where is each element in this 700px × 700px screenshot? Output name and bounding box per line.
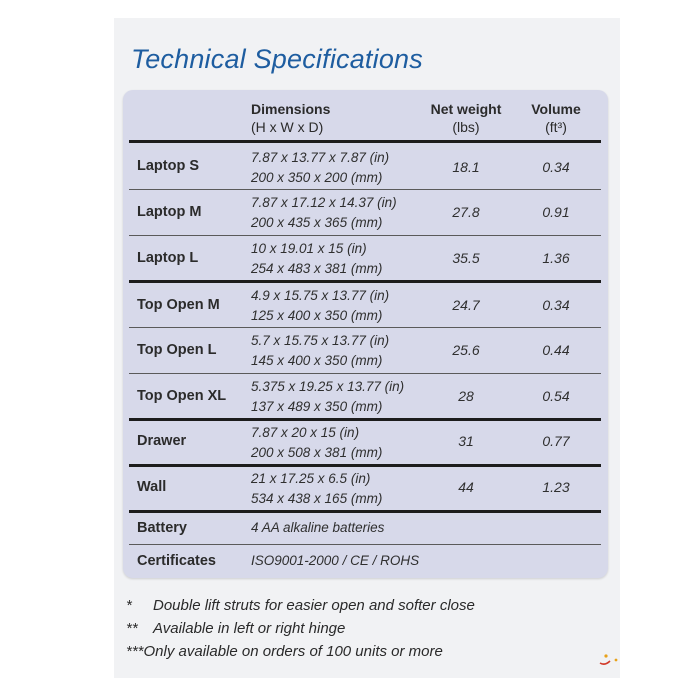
footnote-text: Only available on orders of 100 units or more — [143, 643, 443, 660]
row-volume: 0.77 — [542, 433, 570, 449]
row-dim-mm: 145 x 400 x 350 (mm) — [251, 353, 383, 368]
row-divider — [129, 544, 601, 545]
table-row — [129, 375, 601, 420]
group-divider — [129, 464, 601, 467]
footnote — [126, 594, 475, 617]
footnotes — [126, 594, 475, 663]
table-row — [129, 468, 601, 513]
row-dimensions — [251, 148, 389, 188]
brand-logo-icon — [596, 654, 620, 666]
row-dim-in: 5.7 x 15.75 x 13.77 (in) — [251, 333, 390, 348]
row-certificates-text: ISO9001-2000 / CE / ROHS — [251, 553, 420, 568]
row-volume: 0.44 — [542, 342, 570, 358]
row-divider — [129, 373, 601, 374]
row-name: Wall — [137, 479, 167, 495]
table-row — [129, 514, 601, 544]
table-row — [129, 284, 601, 329]
row-name: Certificates — [137, 553, 216, 569]
row-name: Laptop S — [137, 158, 200, 174]
row-dimensions — [251, 331, 389, 371]
row-name: Drawer — [137, 433, 187, 449]
row-name: Top Open M — [137, 297, 220, 313]
header-volume-sub: (ft³) — [545, 119, 567, 135]
row-dim-mm: 200 x 508 x 381 (mm) — [251, 445, 383, 460]
row-volume: 0.91 — [542, 204, 570, 220]
row-weight: 44 — [458, 479, 474, 495]
row-dim-in: 4.9 x 15.75 x 13.77 (in) — [251, 288, 390, 303]
row-dim-mm: 137 x 489 x 350 (mm) — [251, 399, 383, 414]
row-weight: 35.5 — [452, 250, 480, 266]
row-dimensions — [251, 286, 389, 326]
row-volume: 0.34 — [542, 159, 570, 175]
row-name: Top Open XL — [137, 388, 227, 404]
group-divider — [129, 510, 601, 513]
footnote-text: Available in left or right hinge — [153, 620, 346, 637]
footnote-mark: ** — [126, 620, 138, 637]
row-dim-mm: 125 x 400 x 350 (mm) — [251, 308, 383, 323]
row-dim-mm: 534 x 438 x 165 (mm) — [251, 491, 383, 506]
footnote-text: Double lift struts for easier open and softer close — [153, 597, 475, 614]
footnote — [126, 640, 475, 663]
row-name: Laptop L — [137, 250, 199, 266]
row-dimensions — [251, 469, 382, 509]
row-dimensions — [251, 423, 382, 463]
row-name: Top Open L — [137, 342, 217, 358]
row-dim-in: 7.87 x 17.12 x 14.37 (in) — [251, 195, 397, 210]
group-divider — [129, 418, 601, 421]
header-weight-label: Net weight — [430, 101, 502, 117]
table-row — [129, 422, 601, 467]
header-volume — [516, 100, 596, 136]
header-dimensions-label: Dimensions — [251, 101, 331, 117]
page-title: Technical Specifications — [131, 44, 423, 74]
row-weight: 18.1 — [452, 159, 480, 175]
row-dim-mm: 200 x 435 x 365 (mm) — [251, 215, 383, 230]
row-weight: 27.8 — [452, 204, 480, 220]
table-row — [129, 145, 601, 190]
row-weight: 25.6 — [452, 342, 480, 358]
row-name: Laptop M — [137, 204, 202, 220]
header-dimensions-sub: (H x W x D) — [251, 119, 324, 135]
row-divider — [129, 189, 601, 190]
header-divider — [129, 140, 601, 143]
header-weight-sub: (lbs) — [452, 119, 480, 135]
row-weight: 24.7 — [452, 297, 480, 313]
table-row — [129, 546, 601, 576]
row-dim-in: 7.87 x 20 x 15 (in) — [251, 425, 360, 440]
row-volume: 1.36 — [542, 250, 570, 266]
row-volume: 1.23 — [542, 479, 570, 495]
row-dimensions — [251, 193, 397, 233]
table-row — [129, 191, 601, 236]
group-divider — [129, 280, 601, 283]
header-weight — [421, 100, 511, 136]
row-dimensions — [251, 377, 404, 417]
row-volume: 0.34 — [542, 297, 570, 313]
table-row — [129, 237, 601, 282]
row-battery-text: 4 AA alkaline batteries — [251, 520, 385, 535]
header-dimensions — [251, 100, 330, 136]
row-dim-in: 7.87 x 13.77 x 7.87 (in) — [251, 150, 390, 165]
footnote-mark: *** — [126, 643, 144, 660]
footnote-mark: * — [126, 597, 132, 614]
footnote — [126, 617, 475, 640]
row-dim-in: 21 x 17.25 x 6.5 (in) — [251, 471, 371, 486]
row-divider — [129, 327, 601, 328]
row-dim-in: 10 x 19.01 x 15 (in) — [251, 241, 367, 256]
table-row — [129, 329, 601, 374]
row-volume: 0.54 — [542, 388, 570, 404]
row-weight: 28 — [458, 388, 474, 404]
row-weight: 31 — [458, 433, 474, 449]
row-dim-in: 5.375 x 19.25 x 13.77 (in) — [251, 379, 405, 394]
row-name: Battery — [137, 520, 187, 536]
spec-table — [123, 90, 608, 578]
row-dimensions — [251, 239, 382, 279]
row-divider — [129, 235, 601, 236]
row-dim-mm: 254 x 483 x 381 (mm) — [251, 261, 383, 276]
header-volume-label: Volume — [531, 101, 581, 117]
row-dim-mm: 200 x 350 x 200 (mm) — [251, 170, 383, 185]
